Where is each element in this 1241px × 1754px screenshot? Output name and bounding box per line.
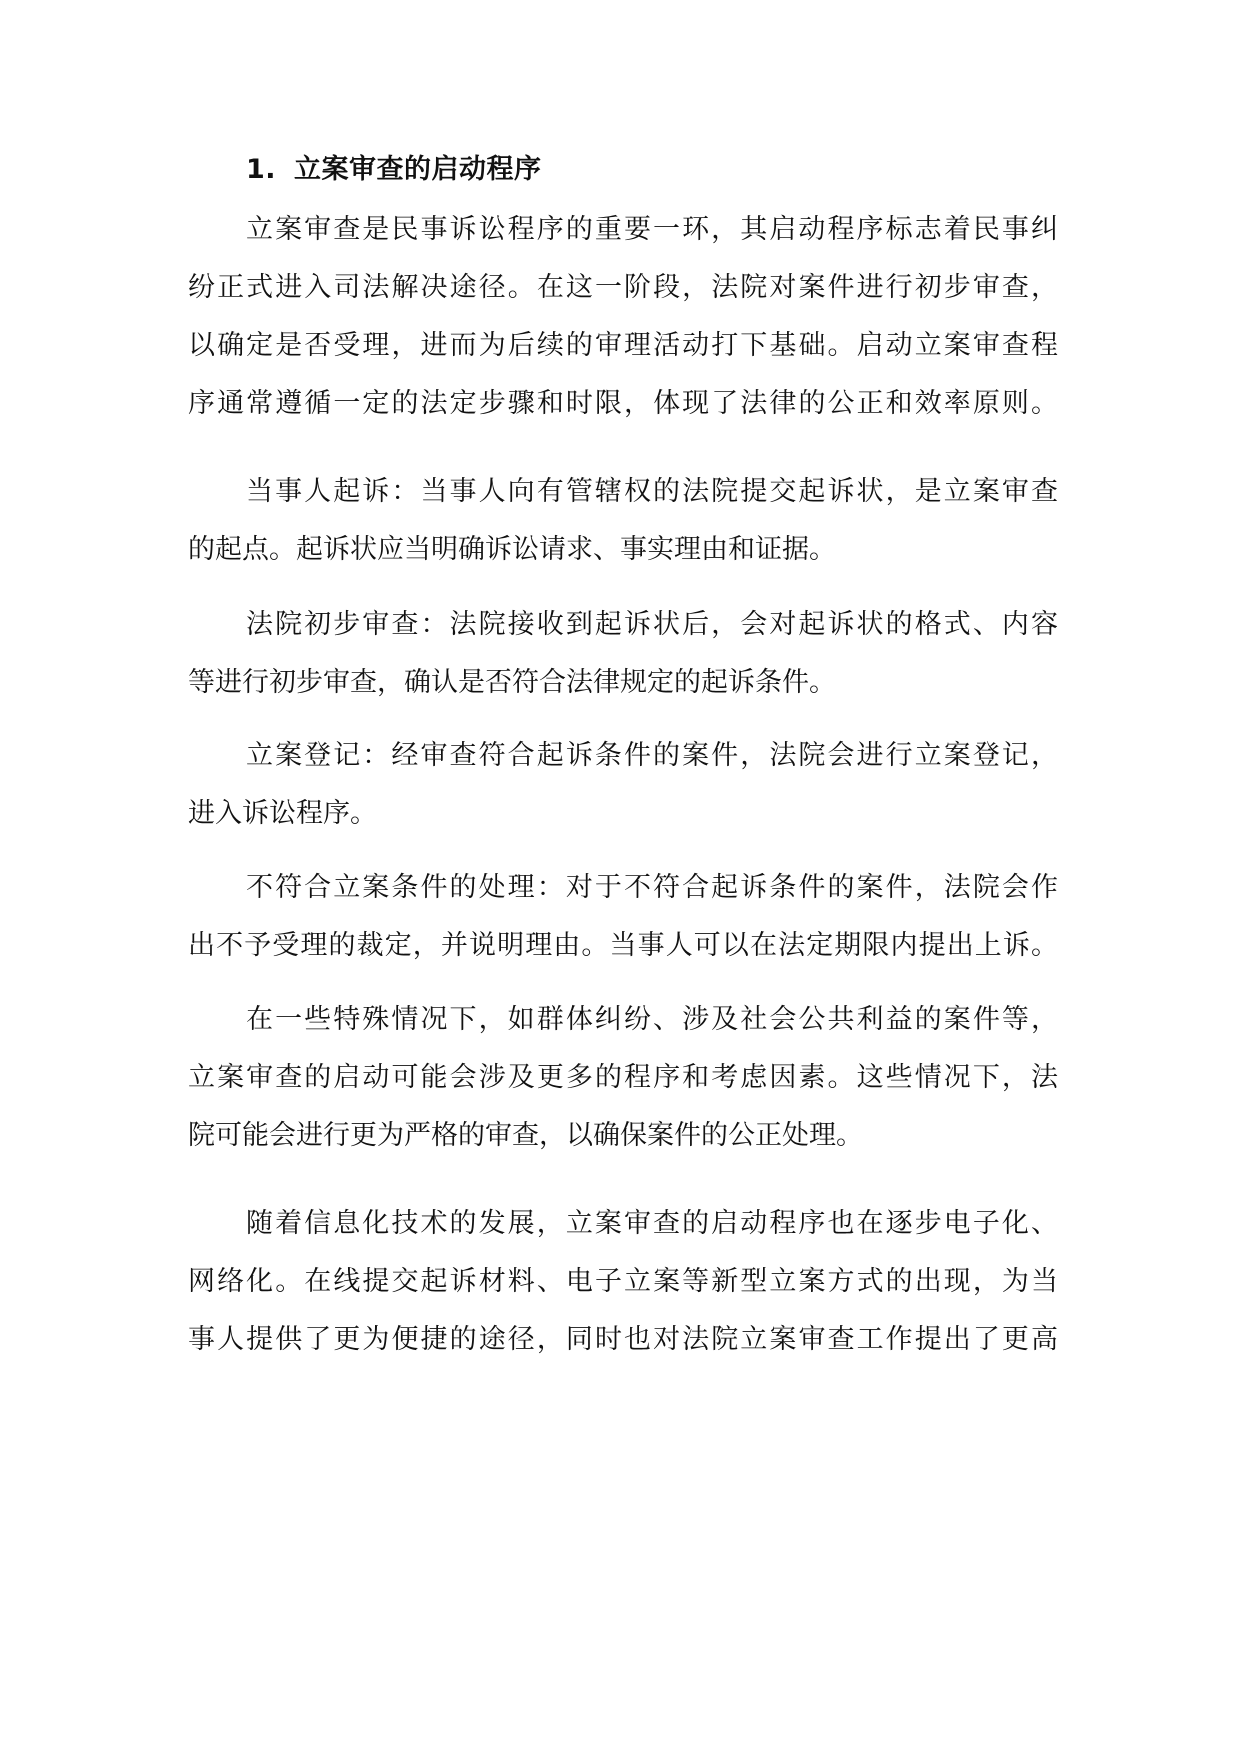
paragraph-line: 不符合立案条件的处理：对于不符合起诉条件的案件，法院会作 [246,872,1058,903]
paragraph-line: 法院初步审查：法院接收到起诉状后，会对起诉状的格式、内容 [246,609,1058,640]
paragraph-line: 进入诉讼程序。 [188,798,377,829]
paragraph-line: 纷正式进入司法解决途径。在这一阶段，法院对案件进行初步审查， [188,272,1058,303]
section-number: 1. [246,154,277,185]
paragraph-line: 事人提供了更为便捷的途径，同时也对法院立案审查工作提出了更高 [188,1324,1058,1355]
paragraph-line: 立案审查的启动可能会涉及更多的程序和考虑因素。这些情况下，法 [188,1062,1058,1093]
paragraph-line: 出不予受理的裁定，并说明理由。当事人可以在法定期限内提出上诉。 [188,930,1058,961]
paragraph-line: 在一些特殊情况下，如群体纠纷、涉及社会公共利益的案件等， [246,1004,1058,1035]
section-heading [246,150,542,190]
paragraph-line: 等进行初步审查，确认是否符合法律规定的起诉条件。 [188,667,836,698]
paragraph-line: 立案登记：经审查符合起诉条件的案件，法院会进行立案登记， [246,740,1058,771]
paragraph-line: 当事人起诉：当事人向有管辖权的法院提交起诉状，是立案审查 [246,476,1058,507]
paragraph-line: 立案审查是民事诉讼程序的重要一环，其启动程序标志着民事纠 [246,214,1058,245]
section-title: 立案审查的启动程序 [294,154,542,185]
paragraph-line: 以确定是否受理，进而为后续的审理活动打下基础。启动立案审查程 [188,330,1058,361]
paragraph-line: 的起点。起诉状应当明确诉讼请求、事实理由和证据。 [188,534,836,565]
paragraph-line: 院可能会进行更为严格的审查，以确保案件的公正处理。 [188,1120,863,1151]
paragraph-line: 序通常遵循一定的法定步骤和时限，体现了法律的公正和效率原则。 [188,388,1058,419]
paragraph-line: 网络化。在线提交起诉材料、电子立案等新型立案方式的出现，为当 [188,1266,1058,1297]
paragraph-line: 随着信息化技术的发展，立案审查的启动程序也在逐步电子化、 [246,1208,1058,1239]
